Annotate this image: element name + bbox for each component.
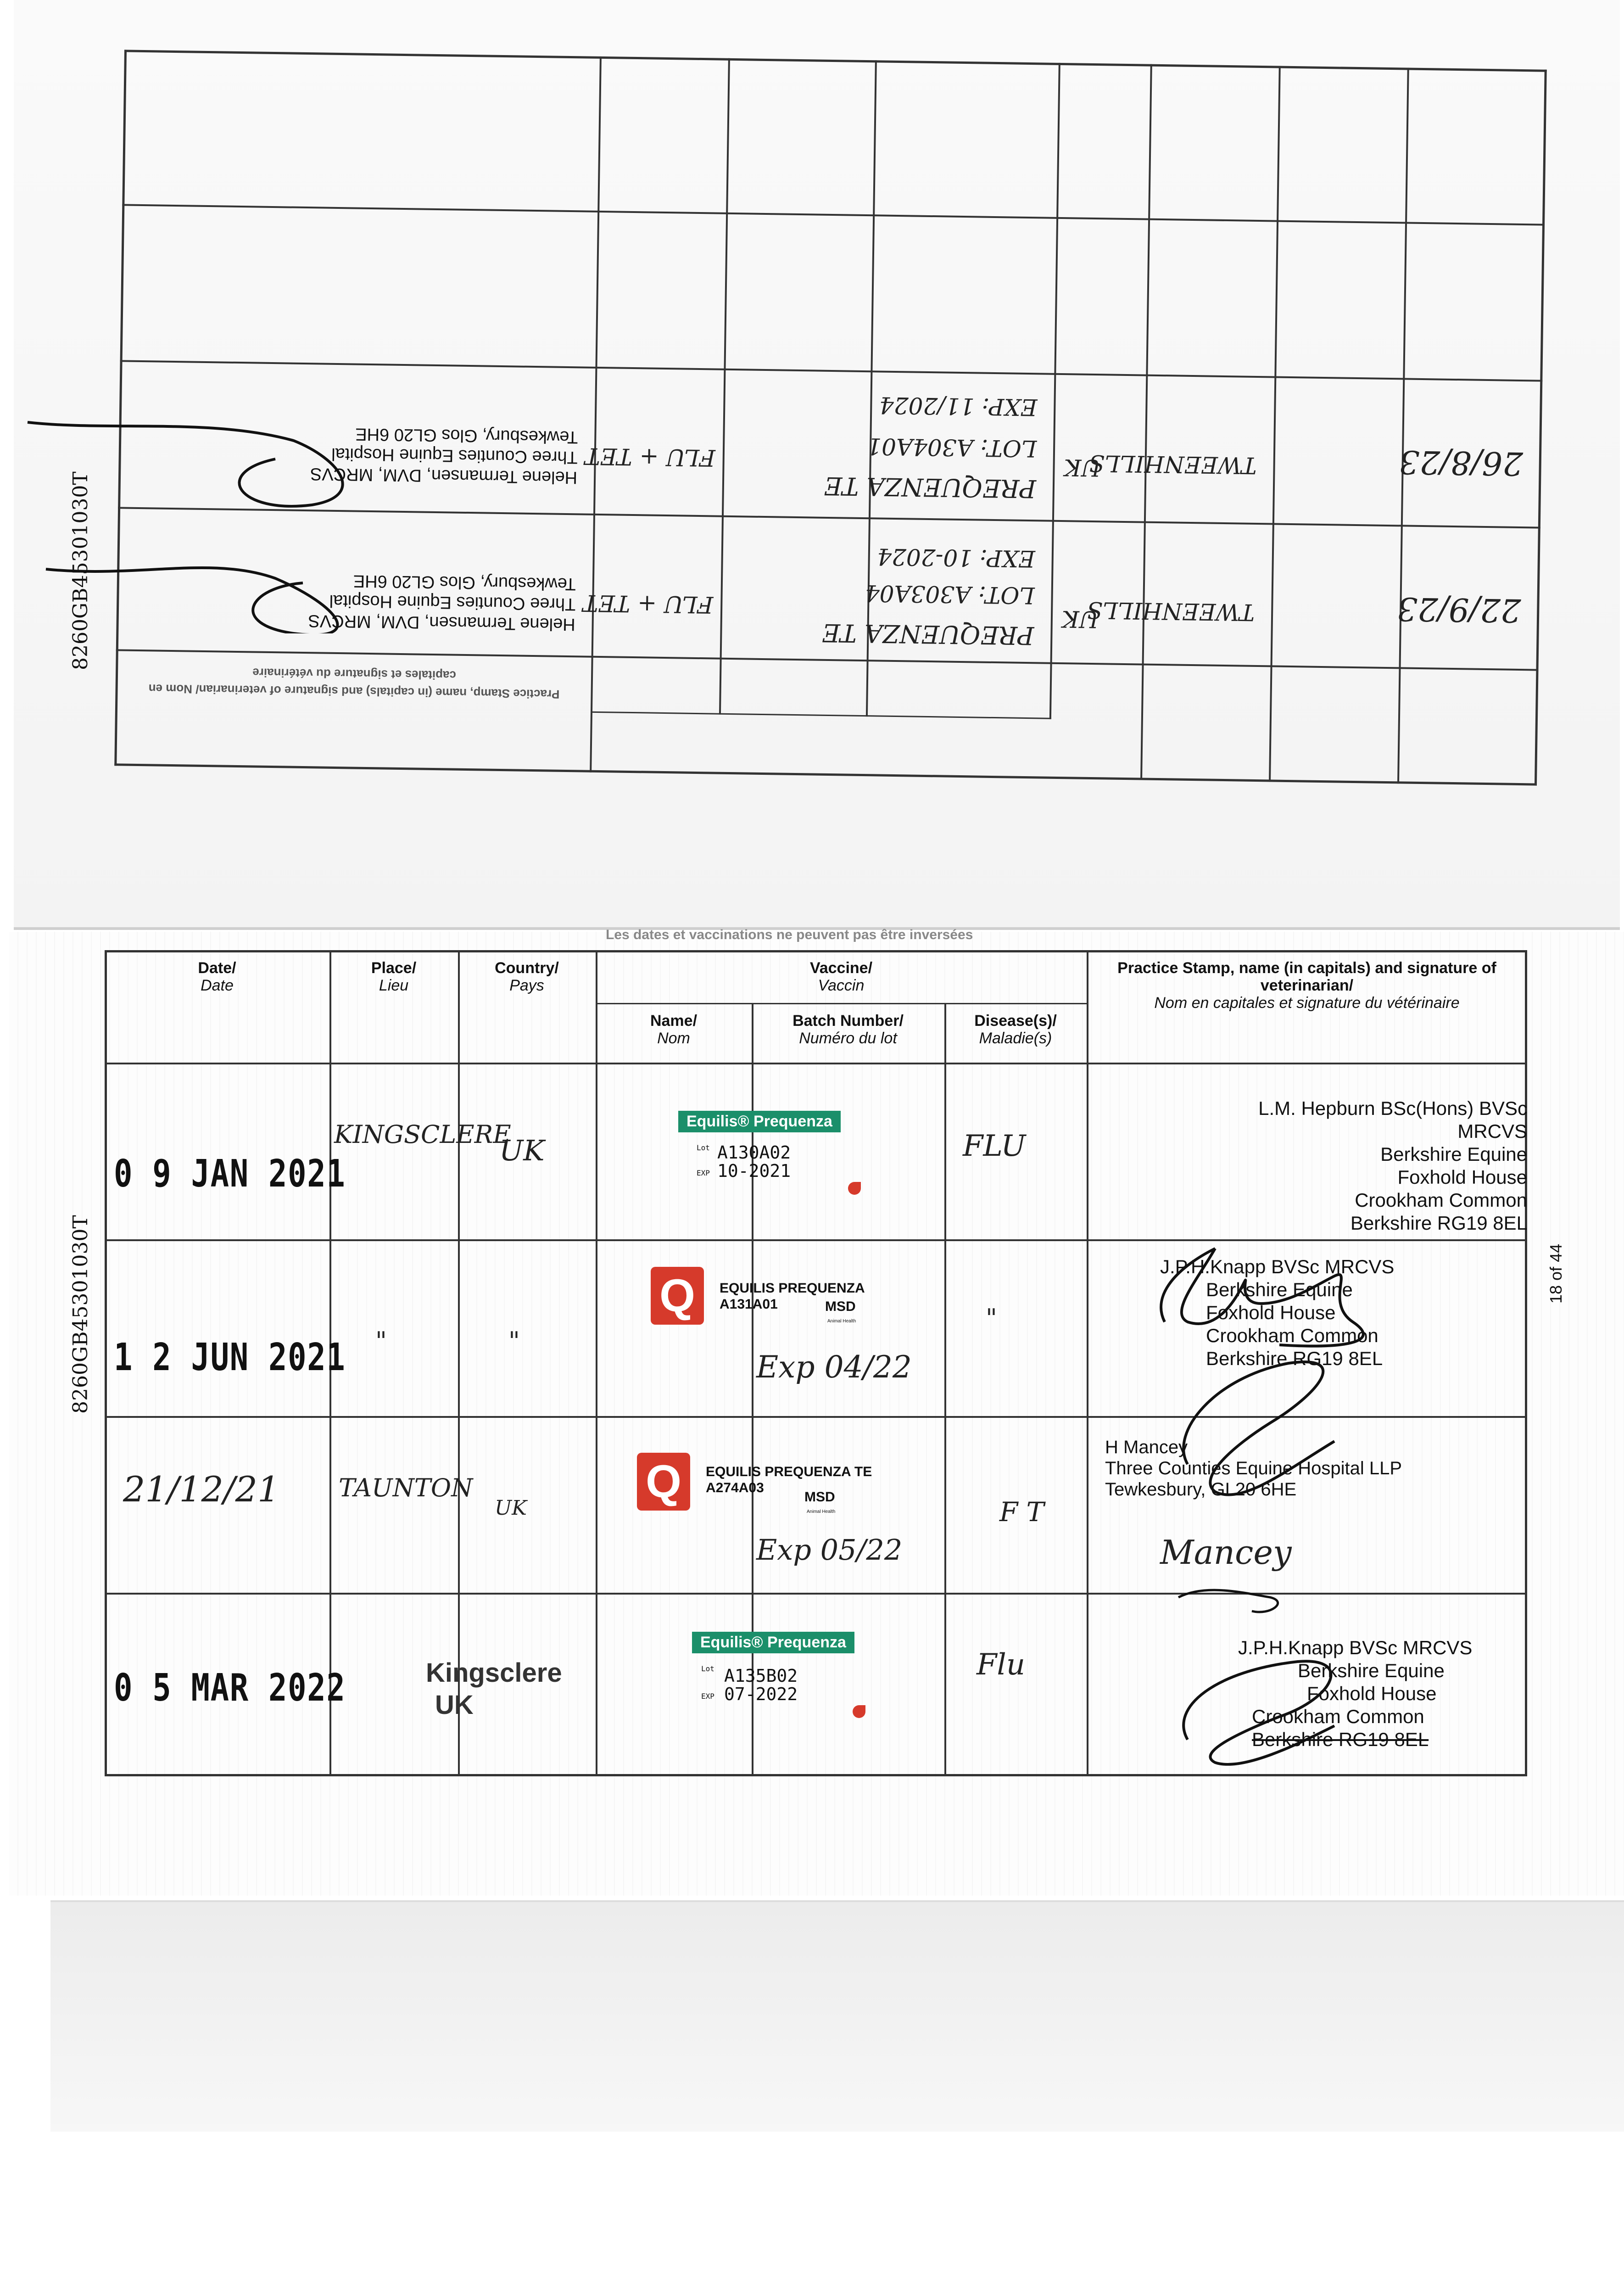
- row3-brand-sub: Animal Health: [807, 1509, 836, 1514]
- row3-exp: Exp 05/22: [756, 1533, 903, 1567]
- row2-vet-line1: J.P.H.Knapp BVSc MRCVS: [1160, 1256, 1395, 1277]
- header-practice: [1091, 959, 1523, 1012]
- row1-vet-line3: Foxhold House: [1397, 1166, 1527, 1188]
- row4-vaccine-label: Equilis® Prequenza: [692, 1632, 854, 1653]
- top-row1-vet-address: Tewkesbury, Glos GL20 6HE: [353, 571, 576, 594]
- top-row1-name: PREQUENZA TE: [822, 618, 1034, 650]
- header-practice-fr: Nom en capitales et signature du vétérinaire: [1154, 994, 1460, 1012]
- row1-vet-line4: Crookham Common: [1355, 1189, 1527, 1211]
- row1-lot: A130A02: [717, 1142, 791, 1163]
- top-row1-exp: EXP: 10-2024: [876, 543, 1036, 572]
- row1-vet-line2: Berkshire Equine: [1380, 1143, 1527, 1165]
- row4-exp: 07-2022: [724, 1684, 798, 1704]
- header-disease-fr: Maladie(s): [979, 1030, 1052, 1047]
- row1-place: KINGSCLERE: [334, 1120, 511, 1149]
- header-place: [329, 959, 458, 994]
- row1-country: UK: [499, 1134, 545, 1167]
- header-vaccine-en: Vaccine/: [809, 959, 873, 977]
- row4-vet-line2: Berkshire Equine: [1298, 1660, 1445, 1681]
- top-row2-disease: FLU + TET: [585, 442, 716, 471]
- row4-vet-line4: Crookham Common: [1252, 1706, 1424, 1727]
- top-row1-lot: LOT: A303A04: [865, 580, 1035, 609]
- row3-q-logo: Q: [637, 1453, 690, 1511]
- row4-vet-line5: Berkshire RG19 8EL: [1252, 1729, 1429, 1750]
- header-country-en: Country/: [495, 959, 559, 977]
- row4-vet-line3: Foxhold House: [1307, 1683, 1437, 1704]
- header-name: [596, 1012, 752, 1047]
- top-row2-vet-address: Tewkesbury, Glos GL20 6HE: [355, 424, 578, 447]
- header-batch: [752, 1012, 944, 1047]
- row3-vet-line2: Three Counties Equine Hospital LLP: [1105, 1458, 1402, 1478]
- header-disease: [944, 1012, 1087, 1047]
- row2-vet-line2: Berkshire Equine: [1206, 1279, 1353, 1300]
- header-name-en: Name/: [650, 1012, 698, 1030]
- row1-label-mark: [848, 1182, 861, 1195]
- row3-date: 21/12/21: [123, 1469, 280, 1510]
- row2-q-logo: Q: [651, 1267, 704, 1325]
- top-row1-disease: FLU + TET: [582, 589, 714, 618]
- passport-code-top: 8260GB45301030T: [69, 471, 92, 670]
- row4-lot: A135B02: [724, 1666, 798, 1686]
- top-row2-name: PREQUENZA TE: [824, 471, 1037, 504]
- row4-vet-line1: J.P.H.Knapp BVSc MRCVS: [1238, 1637, 1473, 1658]
- top-row1-date: 22/9/23: [1396, 590, 1521, 630]
- top-row2-vet-practice: Three Counties Equine Hospital: [331, 444, 578, 467]
- row4-place: Kingsclere: [426, 1658, 562, 1688]
- top-row2-vet-name: Helene Termansen, DVM, MRCVS: [310, 464, 578, 487]
- row1-disease: FLU: [963, 1129, 1026, 1163]
- row4-date: 0 5 MAR 2022: [114, 1666, 346, 1710]
- row4-label-mark: [853, 1705, 865, 1718]
- row2-vaccine-label: EQUILIS PREQUENZA: [720, 1281, 865, 1296]
- row1-vet-line5: Berkshire RG19 8EL: [1350, 1212, 1527, 1234]
- row2-vet-line3: Foxhold House: [1206, 1302, 1336, 1323]
- header-place-fr: Lieu: [379, 977, 409, 994]
- top-header-practice: Practice Stamp, name (in capitals) and signature of veterinarian/ Nom en capitales et signature du vétérinaire: [148, 666, 560, 701]
- passport-code-bottom: 8260GB45301030T: [69, 1215, 92, 1414]
- row2-brand: MSD: [825, 1299, 856, 1314]
- page-number: 18 of 44: [1546, 1243, 1565, 1304]
- top-row2-date: 26/8/23: [1399, 443, 1524, 483]
- top-row1-vet-practice: Three Counties Equine Hospital: [329, 591, 576, 614]
- vaccination-table: [105, 950, 1527, 1776]
- header-batch-fr: Numéro du lot: [799, 1030, 897, 1047]
- row4-place-country: [426, 1657, 562, 1721]
- row4-lot-prefix: Lot: [701, 1664, 714, 1673]
- header-name-fr: Nom: [657, 1030, 690, 1047]
- top-row2-lot: LOT: A304A01: [866, 433, 1037, 462]
- row3-brand: MSD: [804, 1489, 835, 1505]
- page-edge: [50, 1900, 1624, 2132]
- header-vaccine: [596, 959, 1087, 994]
- row2-vet-line5: Berkshire RG19 8EL: [1206, 1348, 1383, 1369]
- row2-disease: ": [986, 1304, 997, 1332]
- row2-vet-line4: Crookham Common: [1206, 1325, 1378, 1346]
- top-row2-country: UK: [1064, 454, 1101, 481]
- top-row2-place: TWEENHILLS: [1088, 449, 1257, 479]
- row1-lot-prefix: Lot: [697, 1143, 710, 1152]
- row3-lot: A274A03: [706, 1480, 764, 1495]
- row2-place: ": [375, 1327, 387, 1355]
- row2-brand-sub: Animal Health: [827, 1319, 856, 1324]
- row3-vet-line1: H Mancey: [1105, 1437, 1188, 1457]
- row1-date: 0 9 JAN 2021: [114, 1152, 346, 1196]
- row1-vet-line1: L.M. Hepburn BSc(Hons) BVSc MRCVS: [1258, 1097, 1527, 1142]
- top-signatures: [18, 404, 431, 633]
- header-date-fr: Date: [201, 977, 234, 994]
- row3-vet-line3: Tewkesbury, GL20 6HE: [1105, 1479, 1297, 1500]
- row2-exp: Exp 04/22: [756, 1349, 912, 1385]
- row4-exp-prefix: EXP: [701, 1692, 714, 1701]
- header-date-en: Date/: [198, 959, 236, 977]
- header-date: [105, 959, 329, 994]
- header-vaccine-fr: Vaccin: [818, 977, 865, 994]
- row3-vaccine-label: EQUILIS PREQUENZA TE: [706, 1464, 872, 1479]
- row1-exp: 10-2021: [717, 1161, 791, 1181]
- header-country-fr: Pays: [509, 977, 544, 994]
- row1-vaccine-label: Equilis® Prequenza: [678, 1111, 841, 1132]
- row2-country: ": [508, 1327, 520, 1355]
- top-row1-place: TWEENHILLS: [1087, 596, 1255, 626]
- faint-note: Les dates et vaccinations ne peuvent pas être inversées: [606, 927, 973, 942]
- header-batch-en: Batch Number/: [792, 1012, 904, 1030]
- row3-place: TAUNTON: [339, 1473, 473, 1502]
- top-row2-exp: EXP: 11/2024: [879, 392, 1038, 421]
- top-row1-country: UK: [1062, 605, 1099, 633]
- row4-disease: Flu: [977, 1648, 1026, 1682]
- row3-disease: F T: [999, 1496, 1044, 1528]
- row4-country: UK: [435, 1690, 474, 1720]
- row2-lot: A131A01: [720, 1297, 778, 1312]
- header-disease-en: Disease(s)/: [974, 1012, 1057, 1030]
- vet-signatures: [1096, 1065, 1527, 1776]
- header-place-en: Place/: [371, 959, 417, 977]
- header-country: [458, 959, 596, 994]
- row2-date: 1 2 JUN 2021: [114, 1336, 346, 1379]
- top-row1-vet-name: Helene Termansen, DVM, MRCVS: [308, 611, 575, 634]
- row1-exp-prefix: EXP: [697, 1169, 710, 1177]
- header-practice-en: Practice Stamp, name (in capitals) and signature of veterinarian/: [1117, 959, 1496, 994]
- row3-country: UK: [495, 1496, 527, 1520]
- row3-vet-signature: Mancey: [1160, 1533, 1292, 1572]
